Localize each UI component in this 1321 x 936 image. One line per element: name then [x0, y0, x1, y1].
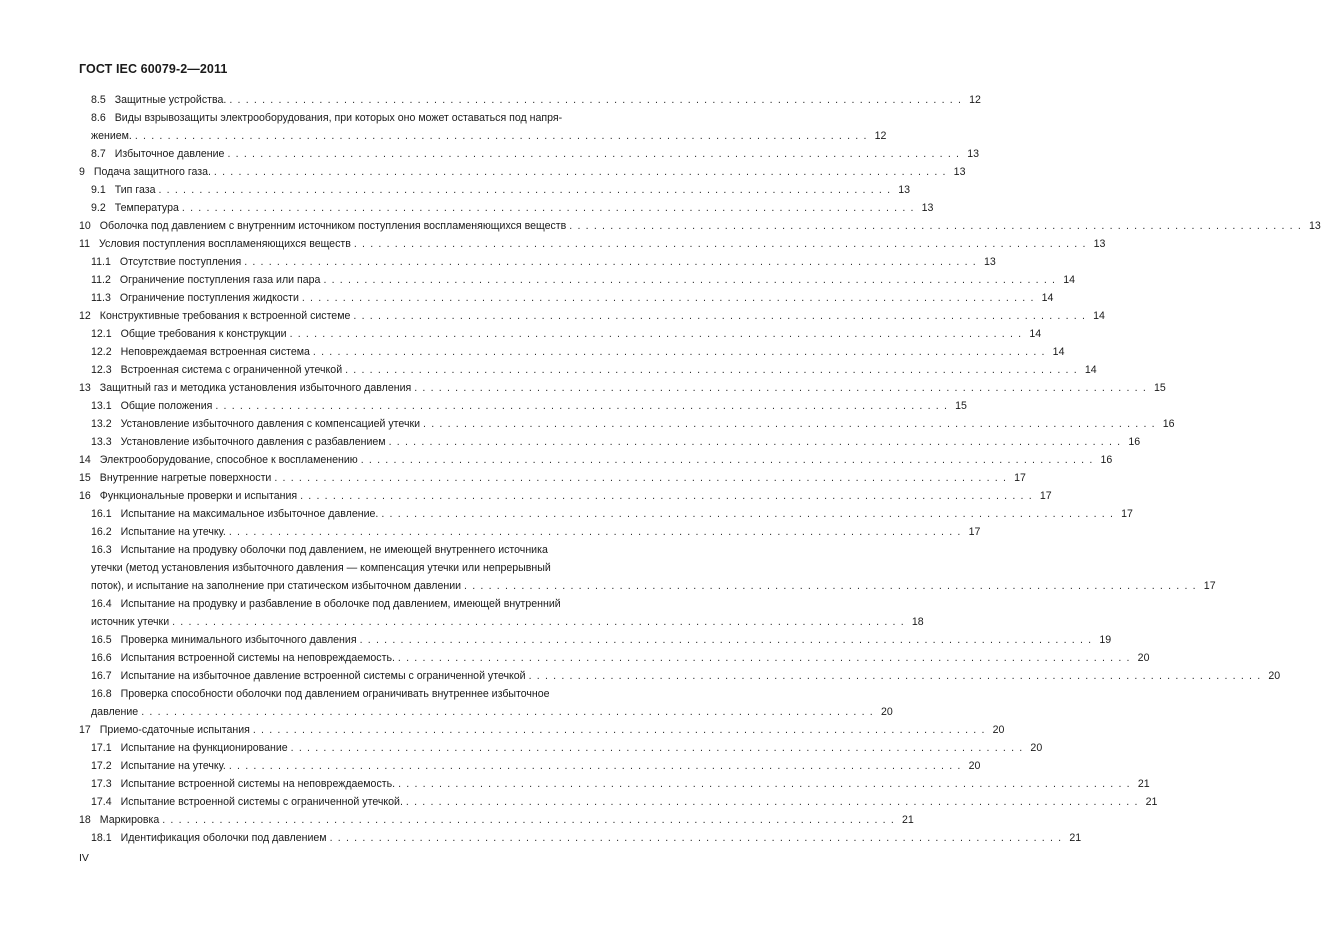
toc-entry-title: Тип газа	[114, 184, 156, 196]
toc-entry-title: Проверка способности оболочки под давлением ограничивать внутреннее избыточное	[120, 688, 550, 700]
toc-entry-number: 17.3	[91, 778, 112, 790]
toc-entry-title: Функциональные проверки и испытания	[99, 490, 298, 502]
dot-leader	[212, 397, 947, 415]
toc-entry-page: 14	[1052, 346, 1065, 358]
toc-entry-page: 12	[874, 130, 887, 142]
toc-entry-title: Оболочка под давлением с внутренним источником поступления воспламеняющихся веществ	[99, 220, 567, 232]
dot-leader	[351, 235, 1086, 253]
document-header: ГОСТ IEC 60079-2—2011	[79, 62, 228, 76]
toc-entry-title: Установление избыточного давления с компенсацией утечки	[120, 418, 421, 430]
dot-leader	[403, 793, 1138, 811]
dot-leader	[159, 811, 894, 829]
toc-entry-title: Испытание на продувку и разбавление в оболочке под давлением, имеющей внутренний	[120, 598, 561, 610]
dot-leader	[138, 703, 873, 721]
toc-entry[interactable]	[91, 199, 934, 217]
toc-entry-number: 11.1	[91, 256, 111, 268]
toc-entry[interactable]	[79, 811, 914, 829]
toc-entry-number: 12	[79, 310, 91, 322]
dot-leader	[411, 379, 1146, 397]
toc-entry-number: 17.1	[91, 742, 112, 754]
toc-entry-page: 17	[968, 526, 981, 538]
toc-entry-number: 16.7	[91, 670, 112, 682]
toc-entry[interactable]	[91, 595, 924, 631]
dot-leader	[241, 253, 976, 271]
dot-leader	[226, 91, 961, 109]
toc-entry-number: 17.2	[91, 760, 112, 772]
dot-leader	[179, 199, 914, 217]
toc-entry-number: 16.8	[91, 688, 112, 700]
toc-entry[interactable]	[91, 757, 981, 775]
dot-leader	[350, 307, 1085, 325]
toc-entry-title: Конструктивные требования к встроенной системе	[99, 310, 351, 322]
toc-entry-page: 13	[1093, 238, 1106, 250]
toc-entry[interactable]	[91, 433, 1141, 451]
toc-entry-title: жением.	[91, 130, 132, 142]
toc-entry-title: Отсутствие поступления	[119, 256, 242, 268]
toc-entry-title: Маркировка	[99, 814, 160, 826]
toc-entry-page: 15	[1153, 382, 1166, 394]
toc-entry-page: 17	[1203, 580, 1216, 592]
toc-entry[interactable]	[91, 271, 1075, 289]
toc-entry-title: Испытание на утечку.	[120, 526, 226, 538]
toc-entry[interactable]	[79, 379, 1166, 397]
toc-entry-number: 16.4	[91, 598, 112, 610]
toc-entry-page: 20	[968, 760, 981, 772]
toc-entry-title: Испытания встроенной системы на неповреждаемость.	[120, 652, 395, 664]
toc-entry-page: 19	[1099, 634, 1112, 646]
toc-entry-number: 17.4	[91, 796, 112, 808]
toc-entry[interactable]	[91, 343, 1065, 361]
toc-entry-title: Испытание встроенной системы с ограниченной утечкой.	[120, 796, 403, 808]
toc-entry[interactable]	[91, 397, 967, 415]
toc-entry-number: 16.5	[91, 634, 112, 646]
toc-entry-page: 17	[1121, 508, 1133, 520]
dot-leader	[386, 433, 1121, 451]
toc-entry-title: Испытание на продувку оболочки под давлением, не имеющей внутреннего источника	[120, 544, 548, 556]
toc-entry[interactable]	[91, 325, 1042, 343]
toc-entry-number: 12.1	[91, 328, 112, 340]
toc-entry-title: Испытание на максимальное избыточное давление.	[120, 508, 379, 520]
dot-leader	[461, 577, 1196, 595]
toc-entry-title: Приемо-сдаточные испытания	[99, 724, 250, 736]
dot-leader	[226, 523, 961, 541]
toc-entry-title: Общие положения	[120, 400, 213, 412]
toc-entry-page: 14	[1084, 364, 1097, 376]
dot-leader	[226, 757, 961, 775]
toc-entry-title: Установление избыточного давления с разбавлением	[120, 436, 386, 448]
toc-entry[interactable]	[79, 235, 1106, 253]
toc-entry-number: 13.1	[91, 400, 112, 412]
toc-entry-page: 16	[1128, 436, 1141, 448]
toc-entry-number: 9.2	[91, 202, 106, 214]
dot-leader	[342, 361, 1077, 379]
toc-entry-title: Виды взрывозащиты электрооборудования, при которых оно может оставаться под напря-	[114, 112, 563, 124]
toc-entry-title: Испытание на избыточное давление встроенной системы с ограниченной утечкой	[120, 670, 526, 682]
dot-leader	[566, 217, 1301, 235]
toc-entry-page: 16	[1162, 418, 1175, 430]
toc-entry-page: 20	[880, 706, 893, 718]
page-number: IV	[79, 852, 89, 864]
toc-entry-title: Внутренние нагретые поверхности	[99, 472, 272, 484]
toc-entry[interactable]	[91, 775, 1150, 793]
toc-entry-number: 17	[79, 724, 91, 736]
toc-entry-page: 13	[983, 256, 996, 268]
toc-entry-number: 10	[79, 220, 91, 232]
toc-entry-number: 18.1	[91, 832, 112, 844]
dot-leader	[271, 469, 1006, 487]
toc-entry-number: 16.1	[91, 508, 112, 520]
dot-leader	[299, 289, 1034, 307]
toc-entry-number: 15	[79, 472, 91, 484]
toc-entry-number: 8.6	[91, 112, 106, 124]
toc-entry-page: 13	[898, 184, 911, 196]
toc-entry-title: источник утечки	[91, 616, 170, 628]
toc-entry-number: 16.2	[91, 526, 112, 538]
toc-entry-page: 16	[1100, 454, 1113, 466]
toc-entry-title: поток), и испытание на заполнение при статическом избыточном давлении	[91, 580, 462, 592]
toc-entry[interactable]	[91, 649, 1150, 667]
toc-entry-title: давление	[91, 706, 139, 718]
dot-leader	[169, 613, 904, 631]
toc-entry-number: 9	[79, 166, 85, 178]
dot-leader	[357, 631, 1092, 649]
toc-entry-page: 17	[1039, 490, 1052, 502]
dot-leader	[420, 415, 1155, 433]
toc-entry-page: 14	[1029, 328, 1042, 340]
dot-leader	[297, 487, 1032, 505]
toc-entry-page: 20	[1268, 670, 1281, 682]
toc-entry-title: Условия поступления воспламеняющихся веществ	[99, 238, 351, 250]
dot-leader	[327, 829, 1062, 847]
toc-entry[interactable]	[91, 505, 1133, 523]
toc-entry-number: 8.5	[91, 94, 106, 106]
dot-leader	[378, 505, 1113, 523]
toc-entry[interactable]	[91, 541, 1216, 595]
dot-leader	[211, 163, 946, 181]
toc-entry-page: 15	[955, 400, 967, 412]
toc-entry-number: 11.2	[91, 274, 111, 286]
toc-entry-number: 12.3	[91, 364, 112, 376]
toc-entry-number: 13	[79, 382, 91, 394]
toc-entry-number: 13.2	[91, 418, 112, 430]
toc-entry-number: 11.3	[91, 292, 111, 304]
toc-entry-title: Проверка минимального избыточного давления	[120, 634, 357, 646]
toc-entry[interactable]	[79, 451, 1113, 469]
toc-entry[interactable]	[79, 469, 1026, 487]
dot-leader	[156, 181, 891, 199]
dot-leader	[288, 739, 1023, 757]
toc-entry-title: Ограничение поступления жидкости	[119, 292, 299, 304]
toc-entry[interactable]	[91, 361, 1097, 379]
toc-entry-title: Ограничение поступления газа или пара	[119, 274, 321, 286]
toc-entry-page: 21	[902, 814, 914, 826]
toc-entry-page: 21	[1145, 796, 1158, 808]
toc-entry-number: 18	[79, 814, 91, 826]
toc-entry[interactable]	[91, 181, 911, 199]
toc-entry[interactable]	[79, 307, 1105, 325]
toc-entry-title: Идентификация оболочки под давлением	[120, 832, 327, 844]
dot-leader	[395, 775, 1130, 793]
toc-entry-title: Защитные устройства.	[114, 94, 227, 106]
toc-entry[interactable]	[91, 289, 1054, 307]
toc-entry[interactable]	[91, 829, 1082, 847]
toc-entry-title: утечки (метод установления избыточного давления — компенсация утечки или непрерывный	[91, 562, 551, 574]
toc-entry-title: Общие требования к конструкции	[120, 328, 287, 340]
toc-entry[interactable]	[79, 217, 1321, 235]
toc-entry-page: 18	[911, 616, 924, 628]
dot-leader	[320, 271, 1055, 289]
dot-leader	[526, 667, 1261, 685]
toc-entry-page: 20	[992, 724, 1005, 736]
dot-leader	[287, 325, 1022, 343]
toc-entry-page: 17	[1014, 472, 1026, 484]
toc-entry[interactable]	[91, 109, 887, 145]
dot-leader	[310, 343, 1045, 361]
toc-entry[interactable]	[91, 667, 1281, 685]
toc-entry-page: 14	[1063, 274, 1075, 286]
toc-entry[interactable]	[91, 253, 996, 271]
dot-leader	[224, 145, 959, 163]
toc-entry-page: 20	[1030, 742, 1043, 754]
toc-entry-title: Электрооборудование, способное к воспламенению	[99, 454, 358, 466]
toc-entry[interactable]	[79, 721, 1005, 739]
toc-entry-page: 13	[921, 202, 934, 214]
toc-entry-page: 14	[1041, 292, 1054, 304]
toc-entry[interactable]	[91, 523, 981, 541]
toc-entry-title: Температура	[114, 202, 179, 214]
toc-entry-title: Встроенная система с ограниченной утечкой	[120, 364, 343, 376]
toc-entry-title: Подача защитного газа.	[93, 166, 211, 178]
dot-leader	[132, 127, 867, 145]
toc-entry-number: 8.7	[91, 148, 106, 160]
toc-entry-title: Неповреждаемая встроенная система	[120, 346, 310, 358]
dot-leader	[250, 721, 985, 739]
dot-leader	[358, 451, 1093, 469]
toc-entry-title: Испытание на функционирование	[120, 742, 288, 754]
toc-entry[interactable]	[91, 415, 1175, 433]
toc-entry-page: 13	[967, 148, 979, 160]
toc-entry[interactable]	[91, 685, 893, 721]
toc-entry-number: 12.2	[91, 346, 112, 358]
toc-entry-page: 21	[1137, 778, 1150, 790]
toc-entry[interactable]	[91, 793, 1158, 811]
toc-entry[interactable]	[91, 631, 1112, 649]
toc-entry-number: 16.3	[91, 544, 112, 556]
toc-entry-page: 21	[1069, 832, 1082, 844]
toc-entry-title: Защитный газ и методика установления избыточного давления	[99, 382, 412, 394]
toc-entry[interactable]	[79, 163, 966, 181]
toc-entry-title: Избыточное давление	[114, 148, 225, 160]
toc-entry-number: 14	[79, 454, 91, 466]
toc-entry-number: 16.6	[91, 652, 112, 664]
toc-entry-page: 13	[953, 166, 966, 178]
toc-entry-page: 13	[1309, 220, 1321, 232]
toc-entry-page: 20	[1137, 652, 1150, 664]
toc-entry-number: 9.1	[91, 184, 106, 196]
toc-entry-number: 13.3	[91, 436, 112, 448]
toc-entry-title: Испытание встроенной системы на неповреждаемость.	[120, 778, 396, 790]
toc-entry[interactable]	[91, 91, 981, 109]
toc-entry[interactable]	[91, 145, 979, 163]
toc-entry-number: 11	[79, 238, 90, 250]
toc-entry[interactable]	[79, 487, 1052, 505]
toc-entry-page: 12	[969, 94, 981, 106]
toc-entry[interactable]	[91, 739, 1043, 757]
toc-entry-title: Испытание на утечку.	[120, 760, 226, 772]
dot-leader	[395, 649, 1130, 667]
toc-entry-number: 16	[79, 490, 91, 502]
toc-entry-page: 14	[1093, 310, 1105, 322]
